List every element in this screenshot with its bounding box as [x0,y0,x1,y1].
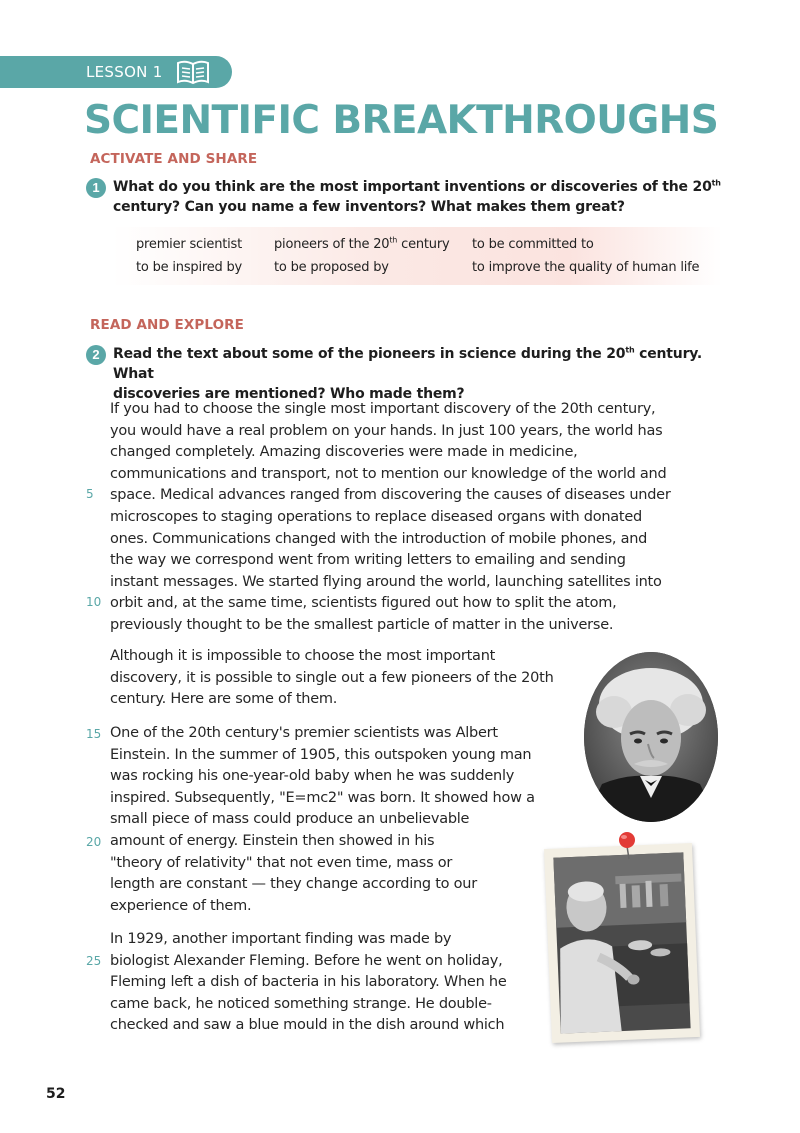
activate-question: What do you think are the most important inventions or discoveries of the 20th century? Can you name a few inventors? What makes them great? [113,178,721,215]
vocab-item: to be inspired by [136,260,243,275]
read-question: Read the text about some of the pioneers in science during the 20th century. What discoveries are mentioned? Who made them? [113,345,703,402]
page-title: SCIENTIFIC BREAKTHROUGHS [84,98,719,143]
line-number: 15 [86,727,102,741]
push-pin-icon [616,830,638,860]
vocab-item: to improve the quality of human life [472,260,700,275]
passage-paragraph-4: In 1929, another important finding was made by biologist Alexander Fleming. Before he went on holiday, Fleming left a dish of bacteria in his laboratory. When he came back, he noticed something strange. He double- checked and saw a blue mould in the dish around which [110,931,507,1034]
open-book-icon [176,59,210,85]
read-heading: READ AND EXPLORE [90,317,244,333]
vocab-item: to be committed to [472,237,594,252]
question-number-2: 2 [86,345,106,365]
vocab-item: premier scientist [136,237,243,252]
line-number: 25 [86,954,102,968]
activate-heading: ACTIVATE AND SHARE [90,151,258,167]
vocab-item: to be proposed by [274,260,389,275]
line-number: 10 [86,595,102,609]
passage-paragraph-3: One of the 20th century's premier scientists was Albert Einstein. In the summer of 1905, this outspoken young man was rocking his one-year-old baby when he was suddenly inspired. Subsequently, "E=mc2" was born. It showed how a small piece of mass could produce an unbelievable amount of energy. Einstein then showed in his "theory of relativity" that not even time, mass or length are constant — they change according to our experience of them. [110,725,535,914]
einstein-portrait [584,652,718,822]
fleming-photo [544,843,700,1043]
lesson-label: LESSON 1 [86,63,163,81]
page-number: 52 [46,1086,66,1102]
passage-paragraph-1: If you had to choose the single most important discovery of the 20th century, you would have a real problem on your hands. In just 100 years, the world has changed completely. Amazing discoveries were made in medicine, communications and transport, not to mention our knowledge of the world and space. Medical advances ranged from discovering the causes of diseases under microscopes to staging operations to replace diseased organs with donated ones. Communications changed with the introduction of mobile phones, and the way we correspond went from writing letters to emailing and sending instant messages. We started flying around the world, launching satellites into orbit and, at the same time, scientists figured out how to split the atom, previously thought to be the smallest particle of matter in the universe. [110,401,671,633]
vocab-item: pioneers of the 20th century [274,235,450,252]
question-number-1: 1 [86,178,106,198]
line-number: 20 [86,835,102,849]
line-number: 5 [86,487,94,501]
passage-paragraph-2: Although it is impossible to choose the most important discovery, it is possible to single out a few pioneers of the 20th century. Here are some of them. [110,648,554,708]
vocabulary-box [112,227,722,285]
